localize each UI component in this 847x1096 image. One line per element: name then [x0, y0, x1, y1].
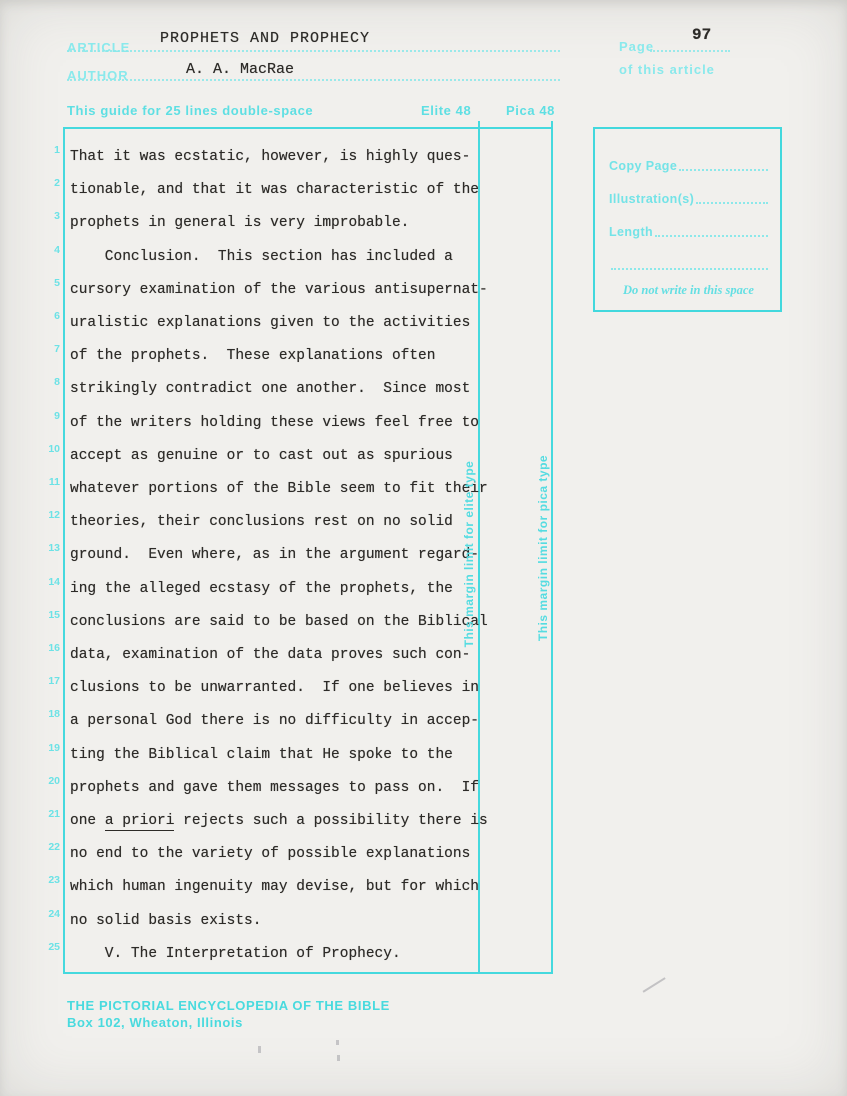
scan-speck [258, 1046, 261, 1053]
info-box-fields [609, 151, 768, 272]
manuscript-line: of the writers holding these views feel free to [70, 414, 479, 431]
line-number: 3 [54, 210, 60, 223]
manuscript-line: a personal God there is no difficulty in accep- [70, 713, 479, 730]
author-label: AUTHOR [67, 68, 129, 83]
manuscript-line: no solid basis exists. [70, 912, 262, 929]
manuscript-line: which human ingenuity may devise, but for which [70, 879, 479, 896]
line-number: 12 [48, 509, 60, 522]
line-number: 24 [48, 907, 60, 920]
elite-margin-note: This margin limit for elite type [462, 460, 476, 648]
info-field-label: Length [609, 225, 654, 239]
page-dotted-line [650, 50, 730, 52]
info-box-field [609, 250, 768, 272]
page-sub-label: of this article [619, 62, 715, 77]
scan-speck [337, 1055, 340, 1061]
manuscript-line: data, examination of the data proves such con- [70, 647, 471, 663]
line-number: 7 [54, 343, 60, 356]
line-number: 21 [48, 808, 60, 820]
line-number: 25 [48, 940, 60, 953]
line-number: 5 [54, 276, 60, 289]
line-number: 19 [48, 741, 60, 754]
line-number: 16 [48, 642, 60, 654]
page-label: Page [619, 39, 655, 54]
page-number: 97 [692, 26, 712, 44]
line-number: 9 [54, 409, 60, 422]
manuscript-line: strikingly contradict one another. Since most [70, 381, 471, 398]
manuscript-line: accept as genuine or to cast out as spurious [70, 447, 453, 464]
article-title: PROPHETS AND PROPHECY [160, 30, 371, 47]
manuscript-line: Conclusion. This section has included a [70, 248, 453, 265]
manuscript-line: uralistic explanations given to the activities [70, 315, 471, 331]
info-field-dotted-line [611, 268, 768, 270]
line-number: 18 [48, 708, 60, 721]
manuscript-line: That it was ecstatic, however, is highly ques- [70, 149, 471, 165]
manuscript-line: V. The Interpretation of Prophecy. [70, 945, 401, 962]
pica-label: Pica 48 [506, 103, 556, 118]
info-field-label: Illustration(s) [609, 192, 695, 206]
manuscript-line: ting the Biblical claim that He spoke to the [70, 746, 453, 763]
info-box [593, 127, 782, 312]
manuscript-line: theories, their conclusions rest on no solid [70, 514, 453, 531]
manuscript-line: prophets and gave them messages to pass on. If [70, 779, 479, 796]
manuscript-line: of the prophets. These explanations often [70, 348, 436, 365]
manuscript-line: conclusions are said to be based on the Biblical [70, 613, 488, 630]
manuscript-line: clusions to be unwarranted. If one believes in [70, 680, 479, 697]
guide-note: This guide for 25 lines double-space [67, 103, 314, 118]
line-number: 13 [48, 542, 60, 555]
manuscript-line: one a priori rejects such a possibility there is [70, 813, 488, 829]
manuscript-line: ing the alleged ecstasy of the prophets, the [70, 580, 453, 597]
line-number: 17 [48, 675, 60, 688]
manuscript-line: ground. Even where, as in the argument regard- [70, 547, 479, 564]
line-number: 15 [48, 608, 60, 621]
pica-margin-note: This margin limit for pica type [536, 454, 550, 642]
line-number: 8 [54, 376, 60, 389]
pencil-check-mark [643, 977, 666, 992]
info-field-dotted-line [696, 202, 768, 204]
article-label: ARTICLE [67, 40, 131, 55]
info-field-dotted-line [679, 169, 768, 171]
manuscript-line: no end to the variety of possible explanations [70, 846, 471, 863]
publisher-address: Box 102, Wheaton, Illinois [67, 1015, 243, 1030]
info-box-field [609, 217, 768, 239]
line-number: 14 [48, 575, 60, 588]
info-box-field [609, 151, 768, 173]
manuscript-line: cursory examination of the various antisupernat- [70, 281, 488, 298]
line-number: 23 [48, 874, 60, 887]
info-field-dotted-line [655, 235, 768, 237]
line-number: 6 [54, 310, 60, 322]
manuscript-line: whatever portions of the Bible seem to fit their [70, 481, 488, 497]
line-number: 22 [48, 841, 60, 854]
scan-speck [336, 1040, 339, 1045]
manuscript-line: tionable, and that it was characteristic of the [70, 182, 479, 199]
line-number: 20 [48, 774, 60, 787]
line-number: 10 [48, 442, 60, 455]
line-number: 1 [54, 144, 60, 156]
manuscript-line: prophets in general is very improbable. [70, 215, 410, 232]
line-number: 4 [54, 243, 60, 256]
info-field-label: Copy Page [609, 159, 678, 173]
info-box-field [609, 184, 768, 206]
author-dotted-line [67, 79, 560, 81]
info-box-note: Do not write in this space [623, 283, 754, 297]
article-dotted-line [67, 50, 560, 52]
line-number: 2 [54, 177, 60, 190]
author-name: A. A. MacRae [186, 61, 295, 78]
elite-label: Elite 48 [421, 103, 472, 118]
line-number: 11 [48, 476, 60, 488]
publisher-name: THE PICTORIAL ENCYCLOPEDIA OF THE BIBLE [67, 998, 390, 1013]
pica-margin-tick [551, 121, 553, 129]
